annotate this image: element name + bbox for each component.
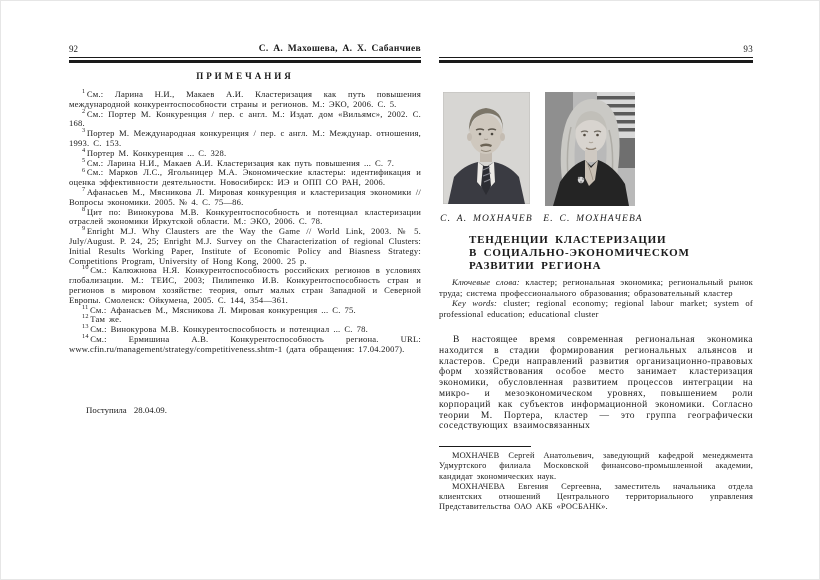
author-photo-woman-icon: [545, 92, 635, 206]
note-marker: 10: [82, 264, 89, 272]
note-marker: 8: [82, 205, 86, 213]
note-text: См.: Афанасьев М., Мясникова Л. Мировая конкуренция ... С. 75.: [89, 304, 356, 315]
note-text: См.: Винокурова М.В. Конкурентоспособность и потенциал ... С. 78.: [90, 324, 368, 335]
note-item: [69, 107, 421, 130]
note-item: [69, 266, 421, 305]
author-names: [439, 214, 644, 224]
keywords-ru: [439, 277, 753, 298]
note-marker: 12: [82, 313, 89, 321]
note-text: Цит по: Винокурова М.В. Конкурентоспособность и потенциал кластеризации отраслей экономики Иркутской области. М.: ЭКО, 2006. С. 78.: [69, 206, 421, 227]
article-body: [439, 335, 753, 432]
keywords-ru-label: Ключевые слова:: [452, 277, 520, 287]
keywords-en-label: Key words:: [452, 298, 498, 308]
note-item: [69, 90, 421, 110]
endnotes-list: [69, 90, 421, 355]
running-head: С. А. Махошева, А. Х. Сабанчиев: [258, 44, 421, 54]
article-title-line: В СОЦИАЛЬНО-ЭКОНОМИЧЕСКОМ: [469, 247, 690, 259]
page-number-right: 93: [743, 44, 753, 54]
note-marker: 2: [82, 107, 86, 115]
note-text: См.: Ермишина А.В. Конкурентоспособность региона. URL: www.cfin.ru/management/strategy/competitiveness.shtm-1 (дата обращения: 17.04.2007).: [69, 333, 421, 354]
note-marker: 1: [82, 88, 86, 96]
note-item: [69, 188, 421, 208]
note-text: Портер М. Международная конкуренция / пер. с англ. М.: Междунар. отношения, 1993. С. 153.: [69, 128, 421, 148]
note-marker: 9: [82, 225, 86, 233]
note-text: Афанасьев М., Мясникова Л. Мировая конкуренция и кластеризация экономики // Вопросы экономики. 2005. № 4. С. 75—86.: [69, 186, 421, 207]
note-marker: 3: [82, 127, 86, 135]
note-marker: 14: [82, 333, 89, 341]
note-text: Enright M.J. Why Clausters are the Way the Game // World Link, 2003. № 5. July/August. P. 24, 25; Enright M.J. Survey on the Characterization of regional Clusters: Initial Results Working Paper, Institute of Economic Policy and Biasness Strategy: Competitions Program, University of Hong Kong, 2000. 25 p.: [69, 226, 421, 266]
author-bio-1: МОХНАЧЕВ Сергей Анатольевич, заведующий кафедрой менеджмента Удмуртского филиала Московской финансово-промышленной академии, кандидат экономических наук.: [439, 451, 753, 481]
author-photos: [443, 92, 635, 206]
note-marker: 6: [82, 166, 86, 174]
note-text: См.: Ларина Н.И., Макаев А.И. Кластеризация как путь повышения международной конкурентоспособности страны и регионов. М.: ЭКО, 2006. С. 5.: [69, 89, 421, 109]
keywords-ru-text: кластер; региональная экономика; региональный рынок труда; система профессионального образования; образовательный кластер: [439, 277, 754, 298]
keywords-en: [439, 298, 753, 319]
article-title-line: РАЗВИТИИ РЕГИОНА: [469, 260, 602, 272]
page-left: [69, 1, 421, 580]
note-item: [69, 205, 421, 228]
note-text: См.: Портер М. Конкуренция / пер. с англ. М.: Издат. дом «Вильямс», 2002. С. 168.: [69, 108, 421, 129]
note-marker: 5: [82, 156, 86, 164]
note-text: Там же.: [90, 314, 122, 325]
note-text: См.: Калюжнова Н.Я. Конкурентоспособность российских регионов в условиях глобализации. М.: ТЕИС, 2003; Пилипенко И.В. Конкурентоспособность стран и регионов в мировом хозяйстве: теория, опыт малых стран Западной и Северной Европы. Смоленск: Ойкумена, 2005. С. 144, 354—361.: [69, 265, 421, 305]
page-header-left: [69, 44, 421, 56]
note-item: [69, 335, 421, 355]
note-marker: 4: [82, 146, 86, 154]
note-item: [69, 168, 421, 188]
footnote-divider: [439, 446, 531, 447]
header-rule-right: [439, 57, 753, 65]
note-text: См.: Ларина Н.И., Макаев А.И. Кластеризация как путь повышения ... С. 7.: [86, 157, 395, 168]
note-text: См.: Марков Л.С., Ягольницер М.А. Экономические кластеры: идентификация и оценка эффективности деятельности. Новосибирск: ИЭ и ОПП СО РАН, 2006.: [69, 167, 421, 188]
note-marker: 11: [82, 303, 89, 311]
note-marker: 7: [82, 186, 86, 194]
author-photo-man-icon: [443, 92, 530, 204]
article-title: [469, 234, 753, 273]
article-title-line: ТЕНДЕНЦИИ КЛАСТЕРИЗАЦИИ: [469, 234, 667, 246]
page-header-right: [439, 44, 753, 55]
note-item: [69, 227, 421, 266]
author-bio-2: МОХНАЧЕВА Евгения Сергеевна, заместитель начальника отдела клиентских отношений Центрального территориального управления Представительства ОАО АКБ «РОСБАНК».: [439, 481, 753, 512]
article-paragraph: В настоящее время современная региональная экономика находится в стадии формирования региональных альянсов и кластеров. Среди направлений развития организационно-правовых форм хозяйствования особое место занимает кластеризация экономики, обусловленная развитием процессов интеграции на микро- и мезоэкономическом уровнях, повышением роли корпораций как субъектов информационной экономики. Согласно теории М. Портера, кластер — это группа географически соседствующих взаимосвязанных: [439, 335, 753, 432]
page-number-left: 92: [69, 44, 78, 54]
keywords-block: [439, 277, 753, 319]
received-date: Поступила 28.04.09.: [86, 405, 167, 415]
note-text: Портер М. Конкуренция ... С. 328.: [86, 147, 227, 158]
author-name-1: С. А. МОХНАЧЕВ: [440, 214, 533, 224]
note-marker: 13: [82, 323, 89, 331]
note-item: [69, 129, 421, 149]
page-right: [439, 1, 753, 580]
notes-section-title: ПРИМЕЧАНИЯ: [196, 71, 294, 81]
author-bio-notes: [439, 451, 753, 513]
keywords-en-text: cluster; regional economy; regional labour market; system of professional education; educational cluster: [439, 298, 753, 319]
header-rule-left: [69, 57, 421, 65]
note-item: [69, 303, 421, 316]
author-name-2: Е. С. МОХНАЧЕВА: [543, 214, 643, 224]
